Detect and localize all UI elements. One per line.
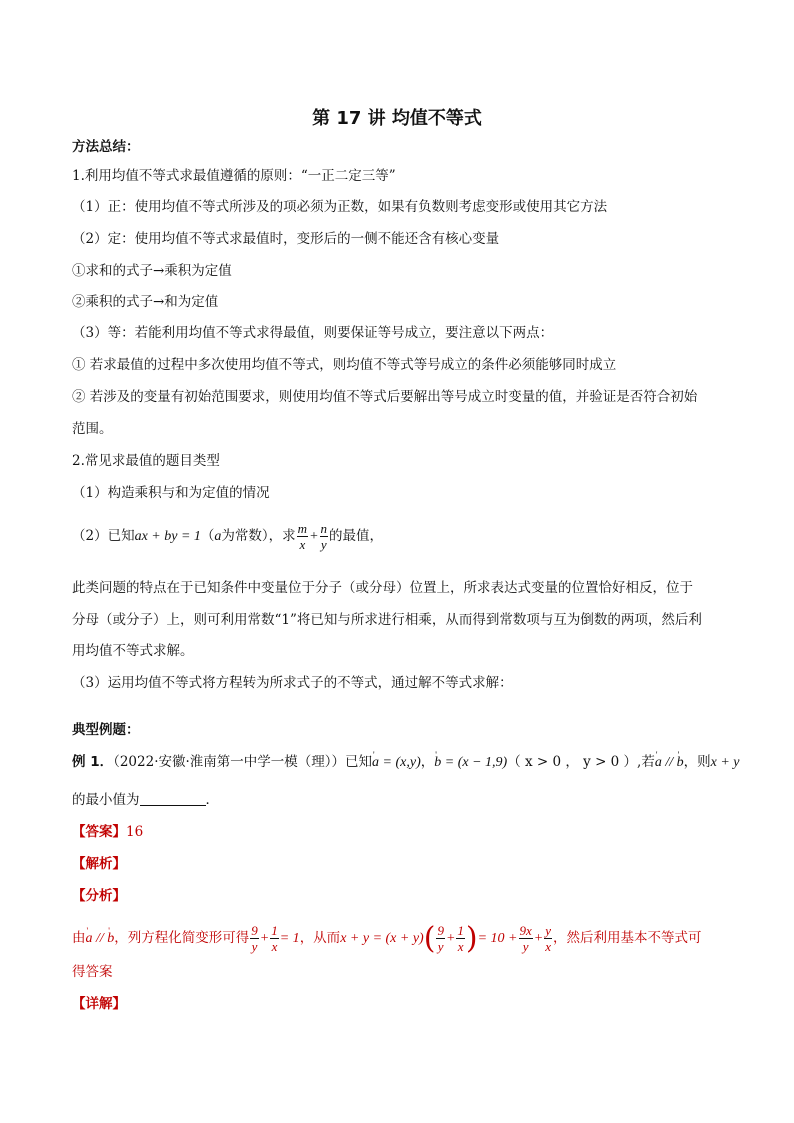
fraction-y-over-x: $\frac{y}{x}$ bbox=[545, 923, 552, 954]
paragraph-type2: （2）已知ax + by = 1（a为常数），求 $\frac{m}{x}$ + $\frac{n}{y}$ 的最值， bbox=[72, 521, 384, 552]
paragraph-sum: ①求和的式子→乘积为定值 bbox=[72, 263, 232, 279]
fraction-m-over-x: $\frac{m}{x}$ bbox=[297, 521, 308, 552]
example-1-statement: 例 1．（2022·安徽·淮南第一中学一模（理））已知' a = (x,y)，' b = (x − 1,9)（ x > 0 ， y > 0 ）,若' a // ' b，则x + y bbox=[72, 752, 724, 773]
paragraph-explain-3: 用均值不等式求解。 bbox=[72, 643, 194, 659]
vector-a: ' a bbox=[372, 753, 379, 773]
example-1-question: 的最小值为 ． bbox=[72, 792, 219, 808]
answer-blank bbox=[140, 791, 206, 806]
paragraph-equal-point1: ① 若求最值的过程中多次使用均值不等式，则均值不等式等号成立的条件必须能够同时成立 bbox=[72, 357, 617, 373]
analysis-tag: 【解析】 bbox=[72, 856, 126, 872]
paragraph-equal-point2: ② 若涉及的变量有初始范围要求，则使用均值不等式后要解出等号成立时变量的值，并验证是否符合初始 bbox=[72, 389, 698, 405]
answer-value: 16 bbox=[126, 824, 144, 840]
paragraph-principle: 1.利用均值不等式求最值遵循的原则：“一正二定三等” bbox=[72, 168, 396, 184]
equation-constraint: ax + by = 1 bbox=[134, 529, 201, 544]
fenxi-text-cont: 得答案 bbox=[72, 964, 113, 980]
vector-b: ' b bbox=[434, 753, 441, 773]
paragraph-equal-point2-cont: 范围。 bbox=[72, 421, 113, 437]
paragraph-positive: （1）正：使用均值不等式所涉及的项必须为正数，如果有负数则考虑变形或使用其它方法 bbox=[72, 199, 608, 215]
page-title: 第 17 讲 均值不等式 bbox=[312, 108, 482, 129]
example-heading: 典型例题： bbox=[72, 722, 140, 738]
fraction-n-over-y: $\frac{n}{y}$ bbox=[320, 521, 328, 552]
paragraph-explain-2: 分母（或分子）上，则可利用常数“1”将已知与所求进行相乘，从而得到常数项与互为倒数的两项，然后利 bbox=[72, 612, 702, 628]
fraction-9-over-y: $\frac{9}{y}$ bbox=[251, 923, 258, 954]
fenxi-tag: 【分析】 bbox=[72, 888, 126, 904]
paragraph-type3: （3）运用均值不等式将方程转为所求式子的不等式，通过解不等式求解： bbox=[72, 675, 513, 691]
paragraph-explain-1: 此类问题的特点在于已知条件中变量位于分子（或分母）位置上，所求表达式变量的位置恰好相反，位于 bbox=[72, 580, 693, 596]
fraction-1-over-x: $\frac{1}{x}$ bbox=[271, 923, 278, 954]
answer-line bbox=[72, 822, 724, 842]
detail-tag: 【详解】 bbox=[72, 996, 126, 1012]
paragraph-types: 2.常见求最值的题目类型 bbox=[72, 453, 220, 469]
paragraph-type1: （1）构造乘积与和为定值的情况 bbox=[72, 485, 270, 501]
method-heading: 方法总结： bbox=[72, 139, 140, 155]
fenxi-text: 由' a // ' b，列方程化简变形可得 $\frac{9}{y}$ + $\frac{1}{x}$ = 1，从而x + y = (x + y)( $\frac{9}{y}$ + $\frac{1}{x}$ )= 10 + $\frac{9x}{y}$ + $\frac{y}{x}$ ，然后利用基本不等式可 bbox=[72, 918, 724, 959]
fraction-9x-over-y: $\frac{9x}{y}$ bbox=[519, 923, 532, 954]
answer-tag: 【答案】 bbox=[72, 824, 126, 840]
paragraph-equal: （3）等：若能利用均值不等式求得最值，则要保证等号成立，要注意以下两点： bbox=[72, 325, 554, 341]
paragraph-product: ②乘积的式子→和为定值 bbox=[72, 294, 219, 310]
paragraph-fixed: （2）定：使用均值不等式求最值时，变形后的一侧不能还含有核心变量 bbox=[72, 231, 500, 247]
